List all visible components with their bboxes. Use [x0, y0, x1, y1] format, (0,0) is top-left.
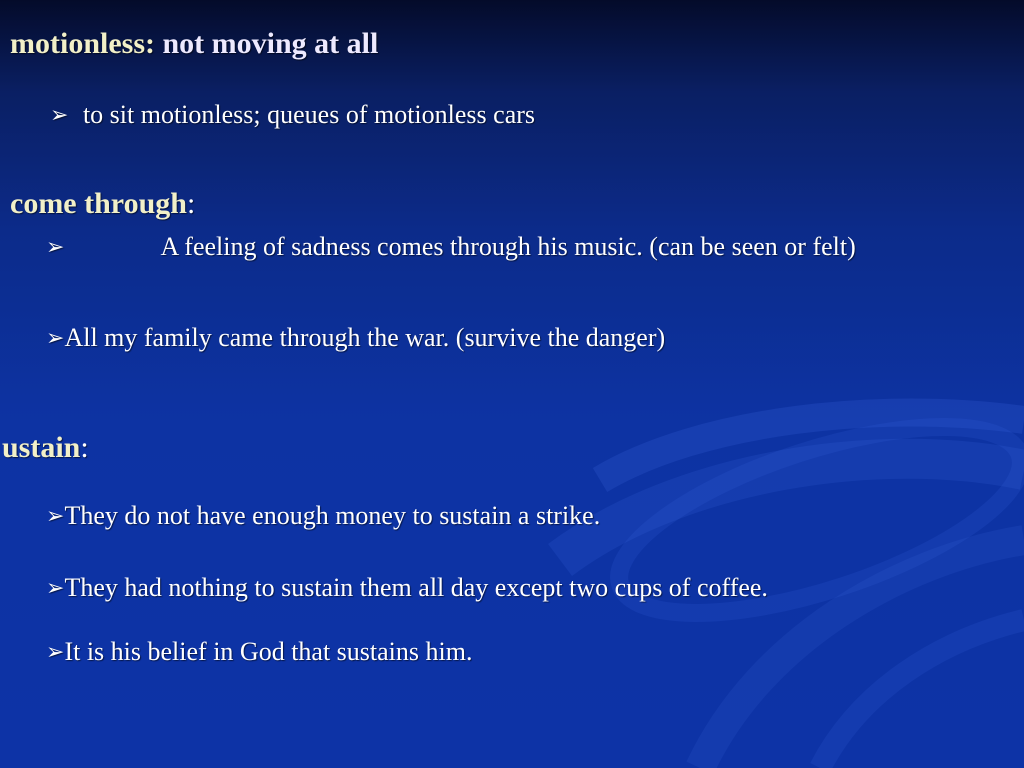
arrow-right-bullet-icon: ➢	[46, 234, 65, 259]
arrow-right-bullet-icon: ➢	[46, 503, 65, 528]
arrow-right-bullet-icon: ➢	[46, 575, 65, 600]
term-label: come through	[10, 187, 187, 220]
term-colon: :	[186, 187, 196, 220]
example-text: They do not have enough money to sustain a strike.	[64, 501, 601, 530]
arrow-right-bullet-icon: ➢	[46, 639, 65, 664]
term-heading-sustain	[2, 430, 89, 466]
term-definition: not moving at all	[162, 27, 379, 60]
term-heading-motionless	[10, 26, 378, 62]
example-text: It is his belief in God that sustains him.	[64, 637, 473, 666]
example-text: A feeling of sadness comes through his music. (can be seen or felt)	[160, 232, 856, 261]
term-label: ustain	[2, 431, 81, 464]
arrow-right-bullet-icon: ➢	[46, 325, 65, 350]
example-bullet	[46, 226, 976, 268]
term-label: motionless:	[10, 27, 155, 60]
term-heading-come-through	[10, 186, 195, 222]
arrow-right-bullet-icon: ➢	[50, 102, 69, 127]
example-bullet	[46, 636, 472, 668]
example-bullet	[46, 572, 768, 604]
example-text: They had nothing to sustain them all day except two cups of coffee.	[64, 573, 768, 602]
term-colon: :	[80, 431, 89, 464]
example-text: All my family came through the war. (survive the danger)	[64, 323, 666, 352]
example-text: to sit motionless; queues of motionless cars	[82, 100, 536, 129]
example-bullet	[50, 99, 535, 131]
example-bullet	[46, 500, 600, 532]
example-bullet	[46, 322, 665, 354]
